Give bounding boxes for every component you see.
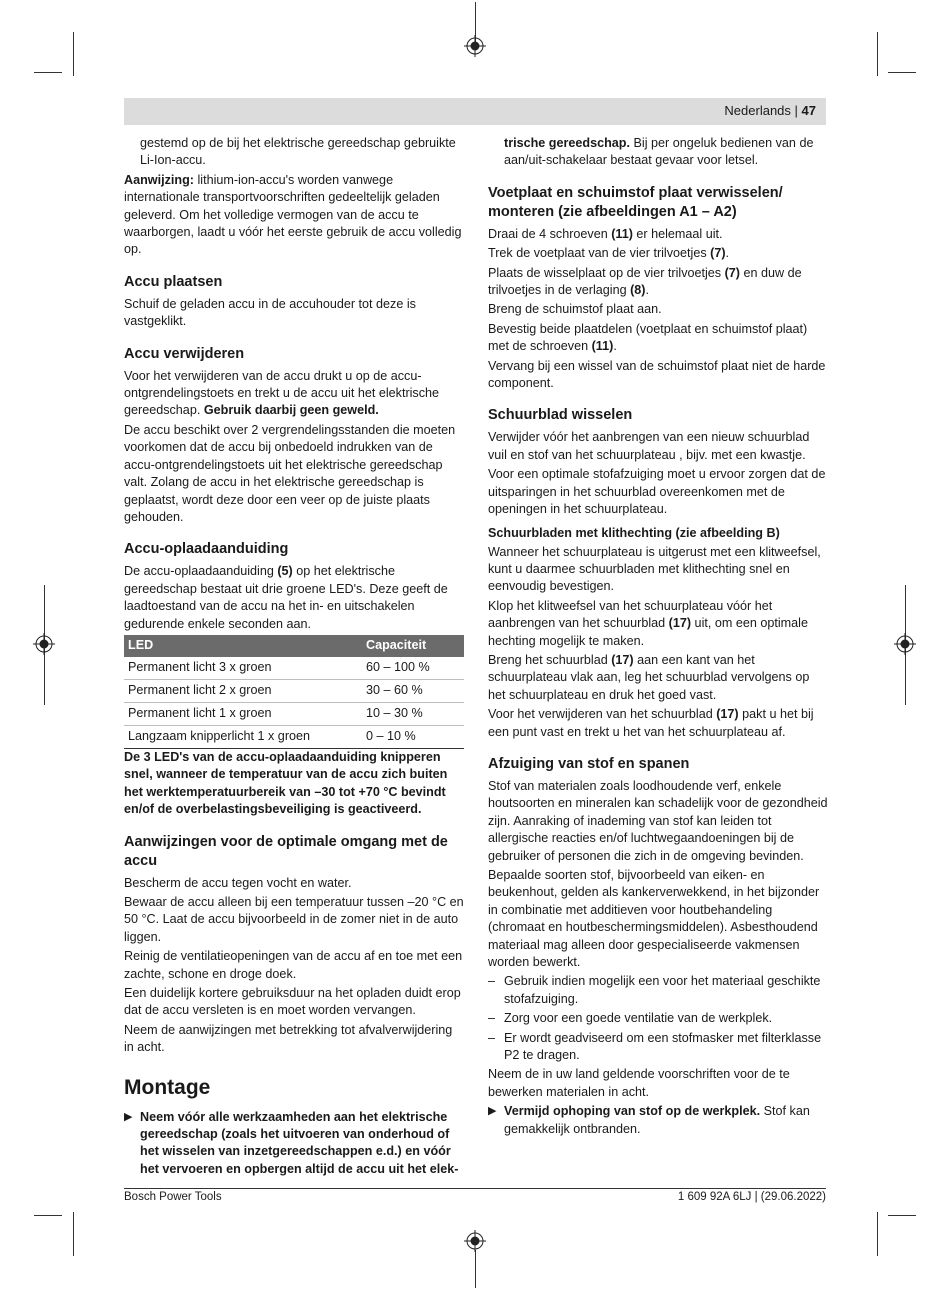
v3-ref: (7) <box>724 265 741 280</box>
cont-text: Bij per ongeluk bedienen van de aan/uit-schakelaar bestaat gevaar voor letsel. <box>504 136 814 168</box>
table-row <box>124 702 464 725</box>
table-row <box>124 725 464 748</box>
k2-ref: (17) <box>668 616 692 631</box>
table-cell-led: Langzaam knipperlicht 1 x groen <box>124 725 362 748</box>
registration-mark-left-icon <box>33 633 55 655</box>
heading-oplaadaanduiding: Accu-oplaadaanduiding <box>124 541 289 558</box>
k4-text-end: pakt u het bij een punt vast en trekt u het van het schuurplateau af. <box>488 707 814 739</box>
registration-mark-top-icon <box>464 35 486 57</box>
paragraph-oplaadaanduiding <box>124 563 464 633</box>
paragraph-omgang-3: Reinig de ventilatieopeningen van de accu af en toe met een zachte, schone en droge doek. <box>124 949 463 981</box>
v2-text: Trek de voetplaat van de vier trilvoetjes <box>488 246 711 261</box>
v5-text: Bevestig beide plaatdelen (voetplaat en schuimstof plaat) met de schroeven <box>488 321 808 354</box>
table-cell-capacity: 10 – 30 % <box>362 702 464 725</box>
bullet-stof <box>488 1103 828 1138</box>
heading-omgang: Aanwijzingen voor de optimale omgang met de accu <box>124 833 448 869</box>
paragraph-omgang-1: Bescherm de accu tegen vocht en water. <box>124 875 352 890</box>
dash-marker: – <box>488 1030 496 1045</box>
paragraph-k2 <box>488 598 828 650</box>
header-text: Nederlands | 47 <box>724 103 816 118</box>
bullet-stof-text: Stof kan gemakkelijk ontbranden. <box>504 1104 810 1136</box>
heading-schuurblad: Schuurblad wisselen <box>488 407 633 424</box>
paragraph-omgang-4: Een duidelijk kortere gebruiksduur na het opladen duidt erop dat de accu versleten is en moet worden vervangen. <box>124 986 461 1018</box>
page-header <box>124 98 826 125</box>
table-header-row <box>124 635 464 657</box>
dash-text-1: Gebruik indien mogelijk een voor het materiaal geschikte stofafzuiging. <box>504 974 821 1006</box>
page-number: 47 <box>801 103 816 118</box>
v5-text-end: . <box>613 339 617 354</box>
paragraph-s2: Voor een optimale stofafzuiging moet u ervoor zorgen dat de uitsparingen in het schuurblad overeenkomen met de openingen in het schuurplateau. <box>488 467 826 517</box>
table-cell-capacity: 0 – 10 % <box>362 725 464 748</box>
k3-text: Breng het schuurblad <box>488 652 612 667</box>
k4-text: Voor het verwijderen van het schuurblad <box>488 707 717 722</box>
right-column <box>488 135 828 1140</box>
paragraph-v2 <box>488 245 828 262</box>
v3-text-end: . <box>645 283 650 298</box>
paragraph-v5 <box>488 321 828 356</box>
left-column <box>124 135 464 1180</box>
dash-item-1 <box>488 973 828 1008</box>
led-capacity-table <box>124 635 464 749</box>
table-header-capacity: Capaciteit <box>362 635 464 657</box>
dash-item-2 <box>488 1010 828 1027</box>
registration-mark-right-icon <box>894 633 916 655</box>
verwijderen-bold: Gebruik daarbij geen geweld. <box>203 403 379 418</box>
paragraph-k4 <box>488 706 828 741</box>
paragraph-a1: Stof van materialen zoals loodhoudende verf, enkele houtsoorten en mineralen kan schadelijk voor de gezondheid zijn. Aanraking of inademing van stof kan leiden tot allergische reacties en/of luchtwegaandoeningen bij de gebruiker of personen die zich in de omgeving bevinden. <box>488 778 828 863</box>
note-text: lithium-ion-accu's worden vanwege internationale transportvoorschriften gedeeltelijk geladen geleverd. Om het volledige vermogen van de accu te waarborgen, laadt u vóór het eerste gebruik de accu volledig op. <box>124 172 462 257</box>
table-cell-capacity: 30 – 60 % <box>362 679 464 702</box>
footer-doc-id: 1 609 92A 6LJ | (29.06.2022) <box>677 1191 826 1203</box>
dash-text-3: Er wordt geadviseerd om een stofmasker met filterklasse P2 te dragen. <box>504 1030 822 1063</box>
v3-ref-2: (8) <box>630 283 646 298</box>
oplaad-text-b: op het elektrische gereedschap bestaat uit drie groene LED's. Deze geeft de laadtoestand van de accu na het in- en uitschakelen gedurende enkele seconden aan. <box>124 564 448 631</box>
table-row <box>124 657 464 680</box>
paragraph-a2: Bepaalde soorten stof, bijvoorbeeld van eiken- en beukenhout, gelden als kankerverwekkend, in het bijzonder in combinatie met additieven voor houtbehandeling (chromaat en houtbeschermingsmiddelen). Asbesthoudend materiaal mag alleen door gespecialiseerde vakmensen worden bewerkt. <box>488 868 820 970</box>
table-cell-capacity: 60 – 100 % <box>362 657 464 680</box>
v1-text: Draai de 4 schroeven <box>488 226 612 241</box>
table-row <box>124 679 464 702</box>
bullet-stof-bold: Vermijd ophoping van stof op de werkplek. <box>504 1104 761 1119</box>
paragraph-continued-right <box>488 135 828 170</box>
k3-ref: (17) <box>611 652 634 667</box>
footer-rule <box>124 1188 826 1189</box>
k2-text: Klop het klitweefsel van het schuurplateau vóór het aanbrengen van het schuurblad <box>488 598 773 631</box>
dash-marker: – <box>488 1011 496 1026</box>
dash-item-3 <box>488 1030 828 1065</box>
heading-montage: Montage <box>124 1075 211 1099</box>
paragraph-a3: Neem de in uw land geldende voorschriften voor de te bewerken materialen in acht. <box>488 1067 790 1099</box>
v1-ref: (11) <box>611 226 633 241</box>
paragraph-v1 <box>488 226 828 243</box>
header-language: Nederlands <box>724 103 791 118</box>
table-header-led: LED <box>124 635 362 657</box>
v3-text: Plaats de wisselplaat op de vier trilvoetjes <box>488 265 725 280</box>
paragraph-verwijderen-1 <box>124 368 464 420</box>
heading-klithechting: Schuurbladen met klithechting (zie afbeelding B) <box>488 525 780 540</box>
k3-text-end: aan een kant van het schuurplateau vlak aan, leg het schuurblad vervolgens op het schuurplateau en druk het goed vast. <box>488 652 810 702</box>
v5-ref: (11) <box>591 339 614 354</box>
heading-afzuiging: Afzuiging van stof en spanen <box>488 755 690 772</box>
oplaad-ref: (5) <box>277 564 293 579</box>
paragraph-omgang-5: Neem de aanwijzingen met betrekking tot afvalverwijdering in acht. <box>124 1022 453 1055</box>
v3-text-mid: en duw de trilvoetjes in de verlaging <box>488 265 802 298</box>
bullet-montage-text: Neem vóór alle werkzaamheden aan het elektrische gereedschap (zoals het uitvoeren van onderhoud of het wisselen van inzetgereedschappen e.d.) en vóór het vervoeren en opbergen altijd de accu uit het elek- <box>140 1109 459 1176</box>
oplaad-text-a: De accu-oplaadaanduiding <box>124 564 278 579</box>
registration-mark-bottom-icon <box>464 1230 486 1252</box>
paragraph-plaatsen: Schuif de geladen accu in de accuhouder tot deze is vastgeklikt. <box>124 296 416 329</box>
verwijderen-text: Voor het verwijderen van de accu drukt u op de accu-ontgrendelingstoets en trekt u de accu uit het elektrische gereedschap. <box>124 368 440 418</box>
table-cell-led: Permanent licht 2 x groen <box>124 679 362 702</box>
k2-text-end: uit, om een optimale hechting mogelijk te maken. <box>488 616 808 648</box>
cont-bold: trische gereedschap. <box>504 136 630 150</box>
paragraph-continued: gestemd op de bij het elektrische gereedschap gebruikte Li-Ion-accu. <box>140 136 456 168</box>
v2-ref: (7) <box>710 246 726 261</box>
heading-voetplaat: Voetplaat en schuimstof plaat verwisselen/ monteren (zie afbeeldingen A1 – A2) <box>488 184 783 220</box>
table-cell-led: Permanent licht 3 x groen <box>124 657 362 680</box>
paragraph-v3 <box>488 265 828 300</box>
table-cell-led: Permanent licht 1 x groen <box>124 702 362 725</box>
paragraph-v4: Breng de schuimstof plaat aan. <box>488 302 662 317</box>
paragraph-v6: Vervang bij een wissel van de schuimstof plaat niet de harde component. <box>488 358 826 391</box>
paragraph-omgang-2: Bewaar de accu alleen bij een temperatuur tussen –20 °C en 50 °C. Laat de accu bijvoorbeeld in de zomer niet in de auto liggen. <box>124 894 464 944</box>
paragraph-s1: Verwijder vóór het aanbrengen van een nieuw schuurblad vuil en stof van het schuurplateau , bijv. met een kwastje. <box>488 430 810 462</box>
k4-ref: (17) <box>716 707 739 722</box>
heading-accu-verwijderen: Accu verwijderen <box>124 345 245 362</box>
dash-marker: – <box>488 974 496 989</box>
paragraph-k1: Wanneer het schuurplateau is uitgerust met een klitweefsel, kunt u daarmee schuurbladen met klithechting snel en eenvoudig bevestigen. <box>488 544 821 594</box>
note-label: Aanwijzing: <box>124 172 194 187</box>
v1-text-end: er helemaal uit. <box>632 226 723 241</box>
footer-brand: Bosch Power Tools <box>124 1191 222 1203</box>
note-paragraph <box>124 172 464 259</box>
v2-text-end: . <box>725 246 730 261</box>
heading-accu-plaatsen: Accu plaatsen <box>124 273 223 290</box>
paragraph-k3 <box>488 652 828 704</box>
temperature-warning: De 3 LED's van de accu-oplaadaanduiding knipperen snel, wanneer de temperatuur van de accu zich buiten het werktemperatuurbereik van –30 tot +70 °C bevindt en/of de overbelastingsbeveiliging is geactiveerd. <box>124 749 448 817</box>
triangle-bullet-icon: ▶ <box>124 1110 133 1123</box>
dash-text-2: Zorg voor een goede ventilatie van de werkplek. <box>504 1011 773 1026</box>
paragraph-verwijderen-2: De accu beschikt over 2 vergrendelingsstanden die moeten voorkomen dat de accu bij onbedoeld indrukken van de accu-ontgrendelingstoets uit het elektrische gereedschap valt. Zolang de accu in het elektrische gereedschap is geplaatst, wordt deze door een veer op de juiste plaats gehouden. <box>124 422 456 524</box>
triangle-bullet-icon: ▶ <box>488 1105 497 1118</box>
bullet-montage <box>124 1109 464 1179</box>
